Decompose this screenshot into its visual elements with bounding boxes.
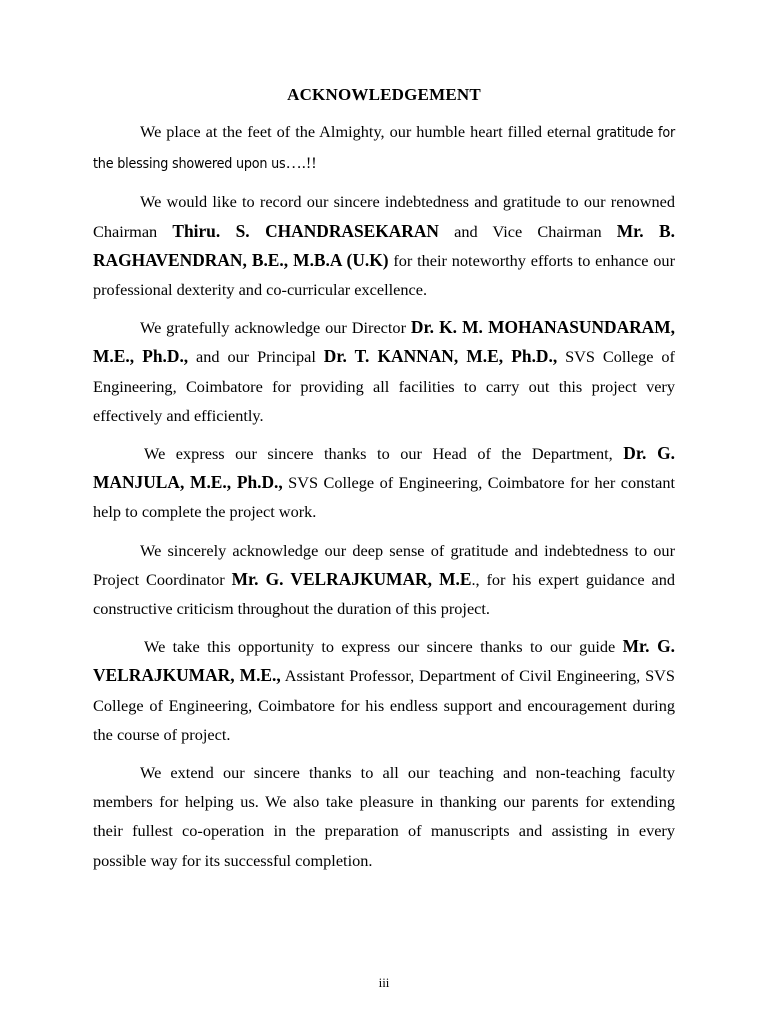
paragraph-6-text-1: We take this opportunity to express our sincere thanks to our guide xyxy=(144,637,623,657)
paragraph-1-sans-text: gratitude for the blessing showered upon us xyxy=(93,125,675,173)
director-name: Dr. K. M. MOHANASUNDARAM, M.E., Ph.D., xyxy=(93,317,676,367)
paragraph-1-ending: ….!! xyxy=(285,153,317,173)
paragraph-2-text-1: We would like to record our sincere indebtedness and gratitude to our renowned Chairman xyxy=(93,192,675,241)
paragraph-3 xyxy=(93,313,675,430)
vice-chairman-name: Mr. B. RAGHAVENDRAN, B.E., M.B.A (U.K) xyxy=(93,220,675,270)
paragraph-2-text-3: for their noteworthy efforts to enhance our professional dexterity and co-curricular excellence. xyxy=(93,250,675,300)
paragraph-5-text-1: We sincerely acknowledge our deep sense of gratitude and indebtedness to our Project Coordinator xyxy=(93,540,675,589)
chairman-name: Thiru. S. CHANDRASEKARAN xyxy=(172,220,439,241)
paragraph-2 xyxy=(93,187,675,304)
paragraph-6-text-2: Assistant Professor, Department of Civil Engineering, SVS College of Engineering, Coimbatore for his endless support and encouragement during the course of project. xyxy=(93,666,675,744)
paragraph-5 xyxy=(93,536,675,624)
page-title: ACKNOWLEDGEMENT xyxy=(287,85,481,104)
paragraph-5-text-2: ., for his expert guidance and constructive criticism throughout the duration of this project. xyxy=(93,569,675,619)
paragraph-1-text: We place at the feet of the Almighty, our humble heart filled eternal xyxy=(140,122,597,141)
paragraph-7-text: We extend our sincere thanks to all our teaching and non-teaching faculty members for helping us. We also take pleasure in thanking our parents for extending their fullest co-operation in the preparation of manuscripts and assisting in every possible way for its successful completion. xyxy=(93,763,675,870)
paragraph-4 xyxy=(93,439,675,527)
paragraph-1 xyxy=(93,117,675,179)
page-number: iii xyxy=(378,975,390,990)
paragraph-4-text-2: SVS College of Engineering, Coimbatore for her constant help to complete the project work. xyxy=(93,473,675,522)
principal-name: Dr. T. KANNAN, M.E, Ph.D., xyxy=(323,346,558,367)
hod-name: Dr. G. MANJULA, M.E., Ph.D., xyxy=(93,443,675,493)
paragraph-6 xyxy=(93,632,675,749)
paragraph-4-text-1: We express our sincere thanks to our Head of the Department, xyxy=(144,444,624,464)
document-page xyxy=(93,85,675,884)
paragraph-3-text-2: and our Principal xyxy=(188,347,324,367)
paragraph-7 xyxy=(93,758,675,875)
coordinator-name: Mr. G. VELRAJKUMAR, M.E xyxy=(231,568,472,589)
paragraph-3-text-1: We gratefully acknowledge our Director xyxy=(140,318,411,338)
guide-name: Mr. G. VELRAJKUMAR, M.E., xyxy=(93,636,676,686)
paragraph-3-text-3: SVS College of Engineering, Coimbatore for providing all facilities to carry out this project very effectively and efficiently. xyxy=(93,347,675,425)
paragraph-2-text-2: and Vice Chairman xyxy=(438,221,617,241)
